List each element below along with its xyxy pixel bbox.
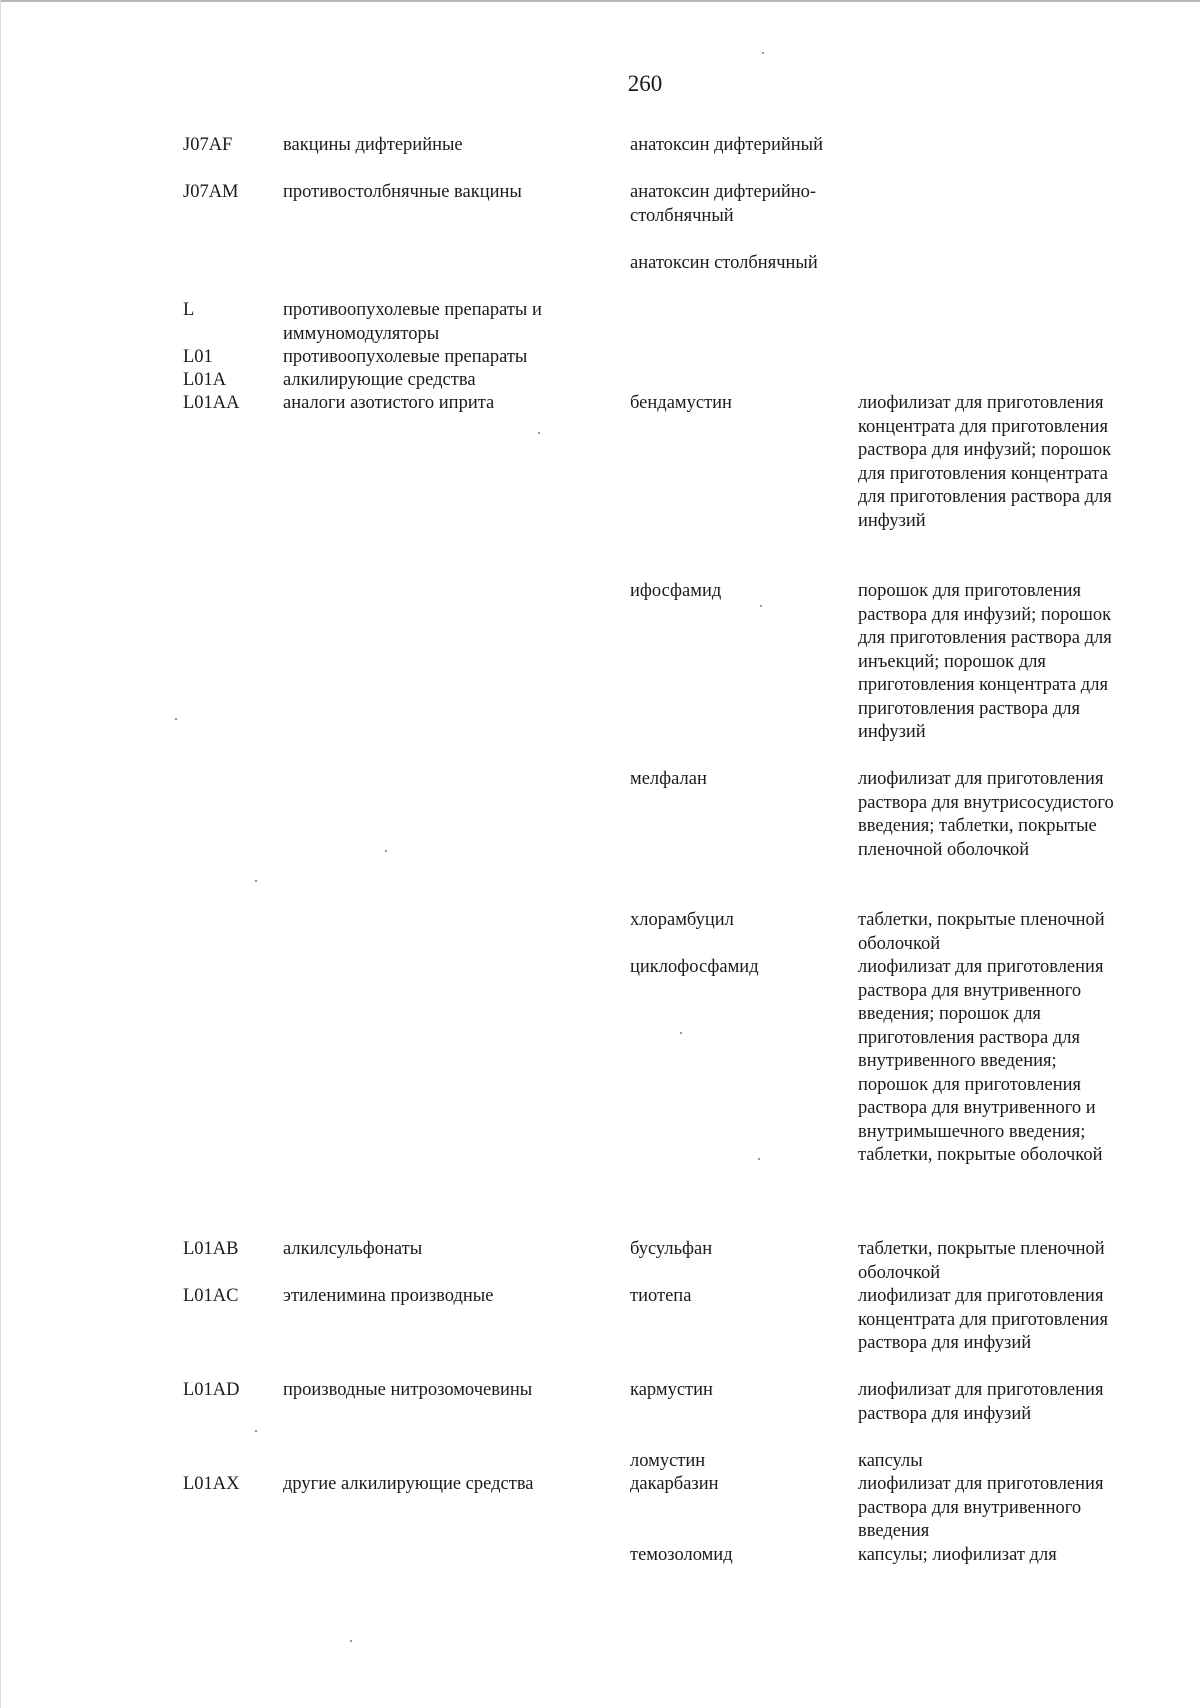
scan-speck	[175, 718, 177, 720]
table-row	[0, 1379, 1200, 1450]
drug-name: дакарбазин	[630, 1474, 719, 1494]
scan-speck	[760, 605, 762, 607]
scan-speck	[680, 1032, 682, 1034]
table-row	[0, 252, 1200, 299]
table-row	[0, 580, 1200, 768]
table-row	[0, 369, 1200, 392]
scan-speck	[762, 52, 764, 54]
atc-group: алкилсульфонаты	[283, 1239, 423, 1259]
atc-group: алкилирующие средства	[283, 370, 476, 390]
dosage-form: таблетки, покрытые пленочной оболочкой	[858, 1239, 1105, 1283]
table-row	[0, 346, 1200, 369]
dosage-form: капсулы	[858, 1451, 923, 1471]
scan-speck	[538, 432, 540, 434]
drug-name: темозоломид	[630, 1545, 733, 1565]
atc-group: противоопухолевые препараты и иммуномодуляторы	[283, 300, 542, 344]
drug-name: анатоксин дифтерийно-столбнячный	[630, 182, 817, 226]
drug-name: тиотепа	[630, 1286, 692, 1306]
dosage-form: лиофилизат для приготовления концентрата для приготовления раствора для инфузий	[858, 1286, 1108, 1353]
table-row	[0, 1544, 1200, 1591]
drug-name: анатоксин дифтерийный	[630, 135, 823, 155]
scan-speck	[255, 1430, 257, 1432]
atc-group: противостолбнячные вакцины	[283, 182, 522, 202]
table-row	[0, 181, 1200, 252]
table-row	[0, 768, 1200, 909]
drug-name: бусульфан	[630, 1239, 713, 1259]
atc-group: производные нитрозомочевины	[283, 1380, 533, 1400]
atc-code: L01AC	[183, 1286, 239, 1306]
atc-code: L01AX	[183, 1474, 240, 1494]
dosage-form: лиофилизат для приготовления концентрата для приготовления раствора для инфузий; порошок для приготовления концентрата для приготовления раствора для инфузий	[858, 393, 1112, 531]
dosage-form: таблетки, покрытые пленочной оболочкой	[858, 910, 1105, 954]
scan-speck	[350, 1640, 352, 1642]
atc-code: L01AB	[183, 1239, 239, 1259]
table-row	[0, 1450, 1200, 1473]
dosage-form: лиофилизат для приготовления раствора для внутривенного введения	[858, 1474, 1104, 1541]
atc-code: J07AM	[183, 182, 239, 202]
table-row	[0, 1473, 1200, 1544]
drug-name: ифосфамид	[630, 581, 722, 601]
drug-name: ломустин	[630, 1451, 706, 1471]
dosage-form: капсулы; лиофилизат для	[858, 1545, 1057, 1565]
dosage-form: порошок для приготовления раствора для инфузий; порошок для приготовления раствора для инъекций; порошок для приготовления концентрата для приготовления раствора для инфузий	[858, 581, 1112, 742]
drug-name: мелфалан	[630, 769, 707, 789]
table-row	[0, 134, 1200, 181]
drug-name: бендамустин	[630, 393, 732, 413]
scan-speck	[385, 850, 387, 852]
atc-group: аналоги азотистого иприта	[283, 393, 495, 413]
atc-group: другие алкилирующие средства	[283, 1474, 534, 1494]
drug-name: хлорамбуцил	[630, 910, 734, 930]
table-row	[0, 392, 1200, 580]
scan-speck	[255, 880, 257, 882]
atc-code: L01AA	[183, 393, 240, 413]
dosage-form: лиофилизат для приготовления раствора для инфузий	[858, 1380, 1104, 1424]
drug-table	[0, 134, 1200, 1591]
atc-group: противоопухолевые препараты	[283, 347, 528, 367]
table-row	[0, 299, 1200, 346]
atc-code: L01AD	[183, 1380, 240, 1400]
atc-code: L01A	[183, 370, 227, 390]
dosage-form: лиофилизат для приготовления раствора для внутривенного введения; порошок для приготовления раствора для внутривенного введения; порошок для приготовления раствора для внутривенного и внутримышечного введения; таблетки, покрытые оболочкой	[858, 957, 1104, 1165]
table-row	[0, 1238, 1200, 1285]
scan-speck	[758, 1158, 760, 1160]
atc-code: L01	[183, 347, 213, 367]
table-row	[0, 909, 1200, 956]
table-row	[0, 956, 1200, 1238]
drug-name: анатоксин столбнячный	[630, 253, 818, 273]
drug-name: кармустин	[630, 1380, 713, 1400]
page-top-edge	[0, 0, 1200, 2]
atc-code: J07AF	[183, 135, 233, 155]
page-number: 260	[627, 71, 663, 96]
atc-group: вакцины дифтерийные	[283, 135, 463, 155]
atc-group: этиленимина производные	[283, 1286, 494, 1306]
atc-code: L	[183, 300, 195, 320]
dosage-form: лиофилизат для приготовления раствора для внутрисосудистого введения; таблетки, покрытые пленочной оболочкой	[858, 769, 1114, 860]
table-row	[0, 1285, 1200, 1379]
drug-name: циклофосфамид	[630, 957, 759, 977]
